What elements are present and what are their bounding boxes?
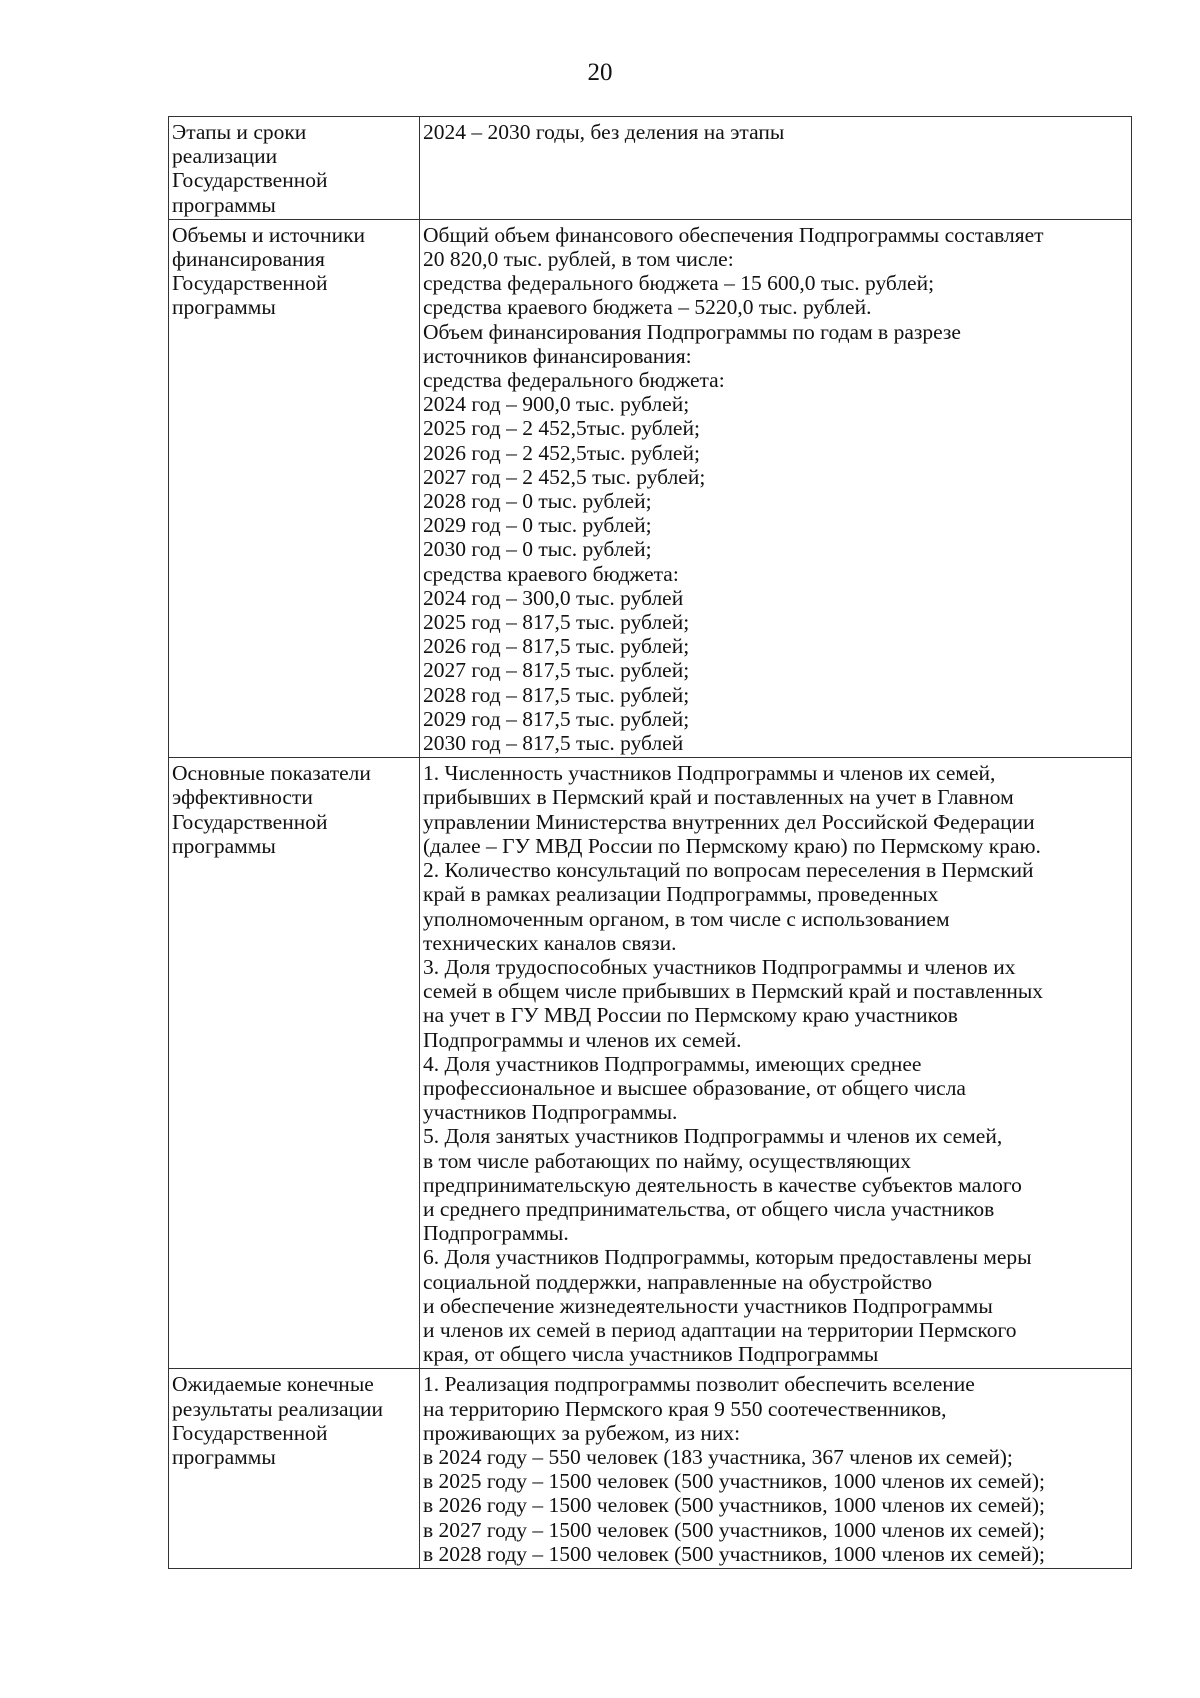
program-passport-table: [168, 116, 1132, 1569]
row-value-line: края, от общего числа участников Подпрограммы: [423, 1342, 879, 1367]
row-value-line: 2024 год – 900,0 тыс. рублей;: [423, 392, 690, 417]
row-value-line: в 2028 году – 1500 человек (500 участников, 1000 членов их семей);: [423, 1541, 1045, 1566]
row-value-line: уполномоченным органом, в том числе с использованием: [423, 906, 950, 931]
passport-table-body: [169, 117, 1132, 1569]
row-value-line: в 2025 году – 1500 человек (500 участников, 1000 членов их семей);: [423, 1469, 1045, 1494]
row-value-line: управлении Министерства внутренних дел Российской Федерации: [423, 809, 1035, 834]
row-value-cell: [420, 1369, 1132, 1569]
row-label-line: программы: [172, 295, 276, 320]
row-value-cell: [420, 758, 1132, 1369]
row-value-line: источников финансирования:: [423, 343, 692, 368]
row-value-line: Общий объем финансового обеспечения Подпрограммы составляет: [423, 222, 1044, 247]
row-value-line: на территорию Пермского края 9 550 соотечественников,: [423, 1396, 947, 1421]
row-value-line: край в рамках реализации Подпрограммы, проведенных: [423, 882, 939, 907]
row-label-line: Государственной: [172, 271, 328, 296]
row-value-line: 3. Доля трудоспособных участников Подпрограммы и членов их: [423, 954, 1016, 979]
row-value-line: 2025 год – 2 452,5тыс. рублей;: [423, 416, 700, 441]
row-value-line: 20 820,0 тыс. рублей, в том числе:: [423, 247, 734, 272]
row-value-line: 6. Доля участников Подпрограммы, которым предоставлены меры: [423, 1245, 1032, 1270]
row-value-line: средства федерального бюджета – 15 600,0 тыс. рублей;: [423, 271, 935, 296]
row-value-line: 2026 год – 2 452,5тыс. рублей;: [423, 440, 700, 465]
row-label-line: Объемы и источники: [172, 222, 366, 247]
table-row-funding-volumes: [169, 219, 1132, 757]
row-value-line: средства федерального бюджета:: [423, 368, 725, 393]
row-value-line: средства краевого бюджета – 5220,0 тыс. рублей.: [423, 295, 872, 320]
row-value-line: 1. Реализация подпрограммы позволит обеспечить вселение: [423, 1372, 975, 1397]
row-value-line: (далее – ГУ МВД России по Пермскому краю) по Пермскому краю.: [423, 833, 1041, 858]
row-value-line: на учет в ГУ МВД России по Пермскому краю участников: [423, 1003, 958, 1028]
row-value-line: профессиональное и высшее образование, от общего числа: [423, 1075, 966, 1100]
row-label-line: Этапы и сроки: [172, 120, 307, 144]
row-label-line: программы: [172, 192, 276, 217]
row-value-line: 2024 – 2030 годы, без деления на этапы: [423, 120, 785, 144]
table-row-expected-results: [169, 1369, 1132, 1569]
row-label-line: Основные показатели: [172, 761, 371, 786]
row-value-line: проживающих за рубежом, из них:: [423, 1420, 741, 1445]
table-row-performance-indicators: [169, 758, 1132, 1369]
row-value-line: в 2024 году – 550 человек (183 участника, 367 членов их семей);: [423, 1444, 1013, 1469]
row-value-line: в том числе работающих по найму, осуществляющих: [423, 1148, 911, 1173]
row-value-line: 2027 год – 817,5 тыс. рублей;: [423, 658, 690, 683]
row-value-line: и среднего предпринимательства, от общего числа участников: [423, 1196, 995, 1221]
row-label-line: программы: [172, 1444, 276, 1469]
page-number: 20: [587, 59, 613, 86]
row-value-line: 2030 год – 0 тыс. рублей;: [423, 537, 652, 562]
row-value-line: 4. Доля участников Подпрограммы, имеющих среднее: [423, 1051, 922, 1076]
row-value-line: прибывших в Пермский край и поставленных на учет в Главном: [423, 785, 1014, 810]
row-value-line: 5. Доля занятых участников Подпрограммы и членов их семей,: [423, 1124, 1003, 1149]
row-value-line: 2028 год – 0 тыс. рублей;: [423, 489, 652, 514]
row-label-line: результаты реализации: [172, 1396, 384, 1421]
row-value-line: 2029 год – 0 тыс. рублей;: [423, 513, 652, 538]
row-label-line: эффективности: [172, 785, 313, 810]
table-row-stages-and-terms: [169, 117, 1132, 220]
row-label-cell: [169, 219, 420, 757]
row-label-cell: [169, 1369, 420, 1569]
row-value-line: в 2026 году – 1500 человек (500 участников, 1000 членов их семей);: [423, 1493, 1045, 1518]
row-label-line: финансирования: [172, 247, 325, 272]
row-value-line: Подпрограммы.: [423, 1221, 569, 1246]
row-label-line: реализации: [172, 144, 278, 169]
row-value-line: средства краевого бюджета:: [423, 561, 679, 586]
row-value-line: социальной поддержки, направленные на обустройство: [423, 1269, 933, 1294]
row-label-cell: [169, 117, 420, 220]
row-label-line: Государственной: [172, 168, 328, 193]
row-value-line: 2030 год – 817,5 тыс. рублей: [423, 731, 684, 756]
row-value-line: 2029 год – 817,5 тыс. рублей;: [423, 706, 690, 731]
row-value-line: и обеспечение жизнедеятельности участников Подпрограммы: [423, 1293, 993, 1318]
row-value-line: 2. Количество консультаций по вопросам переселения в Пермский: [423, 858, 1034, 883]
row-label-line: программы: [172, 833, 276, 858]
row-value-line: участников Подпрограммы.: [423, 1100, 678, 1125]
row-value-line: и членов их семей в период адаптации на территории Пермского: [423, 1317, 1017, 1342]
row-value-line: 2026 год – 817,5 тыс. рублей;: [423, 634, 690, 659]
row-value-line: 2025 год – 817,5 тыс. рублей;: [423, 610, 690, 635]
row-label-line: Государственной: [172, 809, 328, 834]
row-label-line: Ожидаемые конечные: [172, 1372, 374, 1397]
row-label-line: Государственной: [172, 1420, 328, 1445]
row-value-cell: [420, 219, 1132, 757]
row-value-line: предпринимательскую деятельность в качестве субъектов малого: [423, 1172, 1022, 1197]
row-value-line: 2028 год – 817,5 тыс. рублей;: [423, 682, 690, 707]
row-value-cell: [420, 117, 1132, 220]
row-value-line: 2027 год – 2 452,5 тыс. рублей;: [423, 464, 706, 489]
row-value-line: в 2027 году – 1500 человек (500 участников, 1000 членов их семей);: [423, 1517, 1045, 1542]
row-value-line: технических каналов связи.: [423, 930, 677, 955]
row-value-line: 2024 год – 300,0 тыс. рублей: [423, 585, 684, 610]
row-value-line: Объем финансирования Подпрограммы по годам в разрезе: [423, 319, 961, 344]
row-value-line: Подпрограммы и членов их семей.: [423, 1027, 742, 1052]
row-value-line: семей в общем числе прибывших в Пермский край и поставленных: [423, 979, 1044, 1004]
row-label-cell: [169, 758, 420, 1369]
row-value-line: 1. Численность участников Подпрограммы и членов их семей,: [423, 761, 996, 786]
